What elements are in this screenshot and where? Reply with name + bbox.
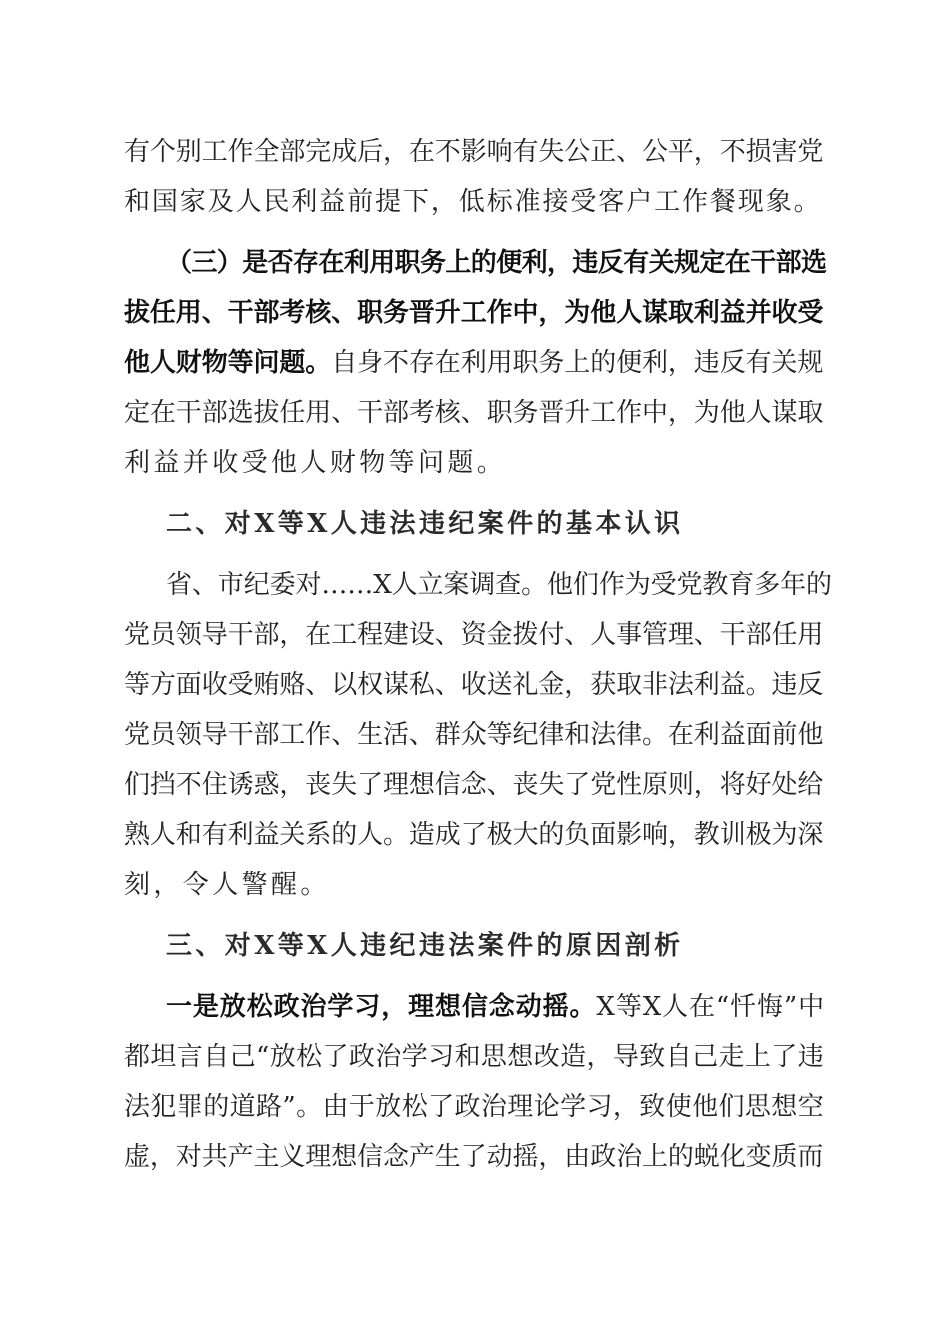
body-line (124, 1091, 824, 1123)
body-line (124, 719, 823, 751)
bold-line (124, 297, 823, 329)
body-line (124, 1141, 823, 1173)
body-text: 等方面收受贿赂、以权谋私、收送礼金，获取非法利益。违反 (124, 670, 824, 700)
body-line (124, 1041, 824, 1073)
body-line (124, 136, 823, 168)
body-text: 熟人和有利益关系的人。造成了极大的负面影响，教训极为深 (124, 820, 824, 850)
body-text: 都坦言自己“放松了政治学习和思想改造，导致自己走上了违 (124, 1042, 825, 1072)
body-text: 法犯罪的道路”。由于放松了政治理论学习，致使他们思想空 (124, 1092, 825, 1122)
body-text: 党员领导干部工作、生活、群众等纪律和法律。在利益面前他 (124, 720, 824, 750)
body-line (166, 569, 832, 601)
body-line (124, 819, 823, 851)
body-text: 自身不存在利用职务上的便利，违反有关规 (331, 348, 824, 378)
body-line (124, 669, 823, 701)
bold-text: 他人财物等问题。 (124, 348, 332, 378)
body-text: 党员领导干部，在工程建设、资金拨付、人事管理、干部任用 (124, 620, 824, 650)
body-line (124, 447, 506, 479)
body-text: 虚，对共产主义理想信念产生了动摇，由政治上的蜕化变质而 (124, 1142, 824, 1172)
body-text: 定在干部选拔任用、干部考核、职务晋升工作中，为他人谋取 (124, 398, 824, 428)
body-text: 们挡不住诱惑，丧失了理想信念、丧失了党性原则，将好处给 (124, 770, 824, 800)
mixed-line (124, 347, 823, 379)
body-text: 刻，令人警醒。 (124, 870, 330, 900)
body-line (124, 619, 823, 651)
body-text: 省、市纪委对……X人立案调查。他们作为受党教育多年的 (166, 570, 832, 600)
body-line (124, 186, 822, 218)
body-line (124, 397, 823, 429)
body-line (124, 869, 330, 901)
body-text: 有个别工作全部完成后，在不影响有失公正、公平，不损害党 (124, 137, 824, 167)
body-line (124, 769, 823, 801)
body-text: 和国家及人民利益前提下，低标准接受客户工作餐现象。 (124, 187, 822, 217)
section-heading (166, 508, 684, 540)
bold-text: （三）是否存在利用职务上的便利，违反有关规定在干部选 (166, 248, 827, 278)
mixed-line (166, 991, 825, 1023)
section-heading (166, 930, 684, 962)
body-text: X等X人在“忏悔”中 (596, 992, 826, 1022)
bold-line (166, 247, 826, 279)
heading-text: 二、对X等X人违法违纪案件的基本认识 (166, 509, 684, 539)
body-text: 利益并收受他人财物等问题。 (124, 448, 507, 478)
heading-text: 三、对X等X人违纪违法案件的原因剖析 (166, 931, 684, 961)
bold-text: 一是放松政治学习，理想信念动摇。 (166, 992, 597, 1022)
bold-text: 拔任用、干部考核、职务晋升工作中，为他人谋取利益并收受 (124, 298, 824, 328)
